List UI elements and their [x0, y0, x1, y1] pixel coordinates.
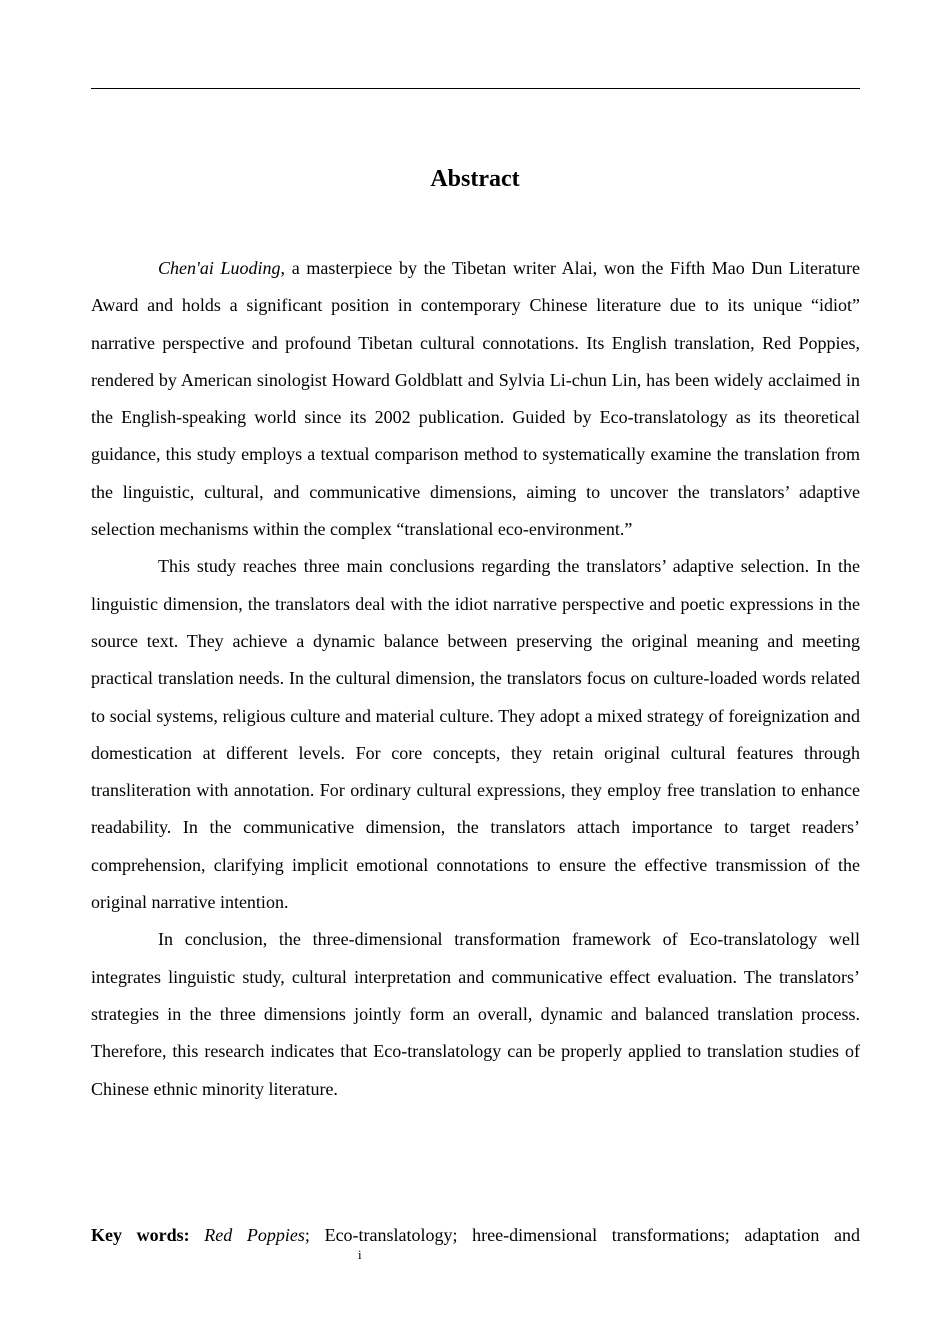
header-rule	[91, 88, 860, 89]
keyword-red-poppies: Red Poppies	[204, 1225, 305, 1245]
paragraph-2: This study reaches three main conclusions regarding the translators’ adaptive selection. In the linguistic dimension, the translators deal with the idiot narrative perspective and poetic expressions in the source text. They achieve a dynamic balance between preserving the original meaning and meeting practical translation needs. In the cultural dimension, the translators focus on culture-loaded words related to social systems, religious culture and material culture. They adopt a mixed strategy of foreignization and domestication at different levels. For core concepts, they retain original cultural features through transliteration with annotation. For ordinary cultural expressions, they employ free translation to enhance readability. In the communicative dimension, the translators attach importance to target readers’ comprehension, clarifying implicit emotional connotations to ensure the effective transmission of the original narrative intention.	[91, 556, 860, 913]
keywords-line	[91, 1217, 860, 1254]
paragraph-1-text: , a masterpiece by the Tibetan writer Alai, won the Fifth Mao Dun Literature Award and holds a significant position in contemporary Chinese literature due to its unique “idiot” narrative perspective and profound Tibetan cultural connotations. Its English translation, Red Poppies, rendered by American sinologist Howard Goldblatt and Sylvia Li-chun Lin, has been widely acclaimed in the English-speaking world since its 2002 publication. Guided by Eco-translatology as its theoretical guidance, this study employs a textual comparison method to systematically examine the translation from the linguistic, cultural, and communicative dimensions, aiming to uncover the translators’ adaptive selection mechanisms within the complex “translational eco-environment.”	[91, 258, 860, 540]
novel-title: Chen'ai Luoding	[158, 258, 281, 278]
page-number: i	[358, 1247, 362, 1262]
abstract-body	[91, 250, 860, 1108]
paragraph-1	[91, 250, 860, 548]
keywords-rest: ; Eco-translatology; hree-dimensional transformations; adaptation and	[304, 1225, 860, 1245]
page-title: Abstract	[430, 166, 520, 192]
paragraph-3: In conclusion, the three-dimensional transformation framework of Eco-translatology well integrates linguistic study, cultural interpretation and communicative effect evaluation. The translators’ strategies in the three dimensions jointly form an overall, dynamic and balanced translation process. Therefore, this research indicates that Eco-translatology can be properly applied to translation studies of Chinese ethnic minority literature.	[91, 929, 860, 1099]
keywords-label: Key words:	[91, 1225, 190, 1245]
